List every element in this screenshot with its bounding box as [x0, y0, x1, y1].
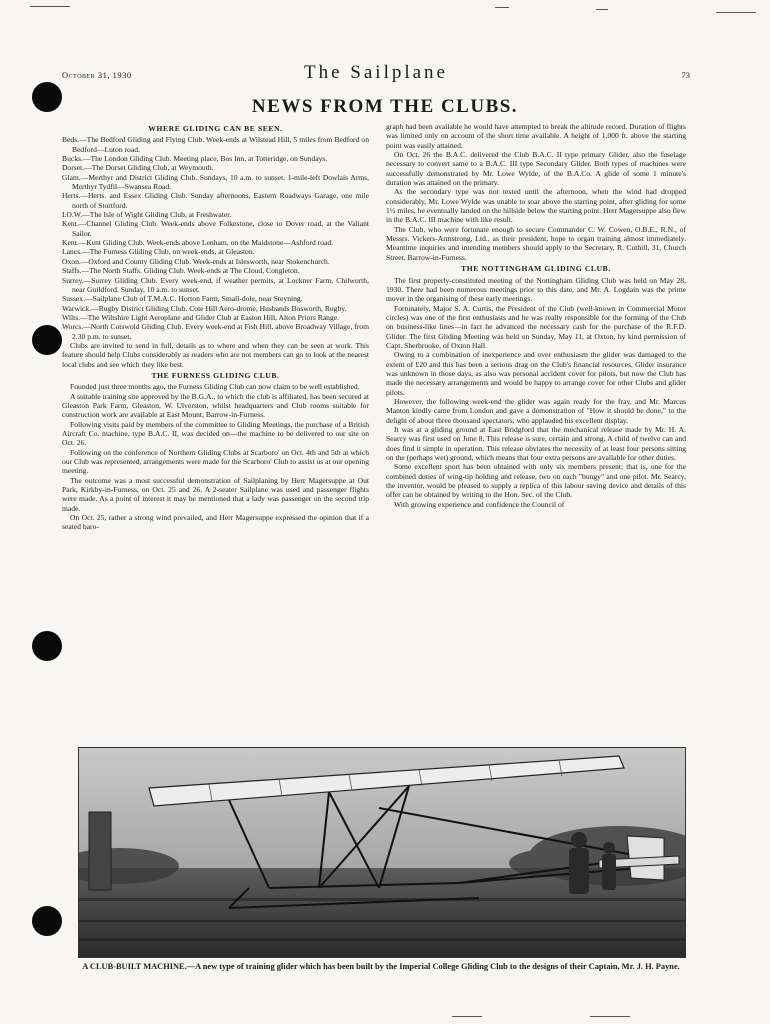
article-paragraph: Following on the conference of Northern Gliding Clubs at Scarboro' on Oct. 4th and 5th at which our Club was represented, arrangements were made for the Scarboro' Club to assist us at our opening meeting. — [62, 447, 369, 476]
right-column — [386, 122, 686, 736]
directory-entry: Surrey.—Surrey Gliding Club. Every week-end, if weather permits, at Lockner Farm, Chilworth, near Guildford. Sunday, 10 a.m. to sunset. — [62, 275, 369, 294]
scan-mark — [452, 1016, 482, 1017]
directory-entry: Lancs.—The Furness Gliding Club, on week-ends, at Gleaston. — [62, 247, 255, 257]
section-heading-furness: THE FURNESS GLIDING CLUB. — [151, 370, 280, 380]
scan-mark — [596, 9, 608, 10]
article-paragraph: It was at a gliding ground at East Bridgford that the mechanical release made by Mr. H. A. Searcy was first used on June 8. This release is sure, certain and strong. A child of twelve can and does find it simple in operation. This release obviates the necessity of at least four persons sitting on the (perhaps wet) ground, which means that four extra persons are available for other duties. — [386, 425, 686, 463]
punch-hole — [32, 325, 62, 355]
scan-mark — [30, 6, 70, 7]
directory-entry: Sussex.—Sailplane Club of T.M.A.C. Horton Farm, Small-dole, near Steyning. — [62, 294, 303, 304]
left-column — [62, 122, 369, 736]
punch-hole — [32, 631, 62, 661]
issue-date: October 31, 1930 — [62, 70, 132, 80]
directory-entry: Staffs.—The North Staffs. Gliding Club. Week-ends at The Cloud, Congleton. — [62, 266, 300, 276]
section-heading-nottingham: THE NOTTINGHAM GLIDING CLUB. — [461, 264, 611, 274]
masthead: The Sailplane — [304, 62, 448, 83]
directory-entry: Glam.—Merthyr and District Gliding Club. Sundays, 10 a.m. to sunset. 1-mile-left Dowlais Arms, Merthyr Tydfil—Swansea Road. — [62, 172, 369, 192]
glider-photograph — [78, 747, 686, 958]
directory-entry: Herts.—Herts. and Essex Gliding Club. Sunday afternoons, Eastern Roadways Garage, one mile north of Stortford. — [62, 191, 369, 210]
scan-mark — [590, 1016, 630, 1017]
punch-hole — [32, 906, 62, 936]
article-paragraph: On Oct. 26 the B.A.C. delivered the Club B.A.C. II type primary Glider, also the fuselage necessary to convert same to a B.A.C. III type Secondary Glider. Both types of machines were successfully demonstrated by Mr. Lowe Wylde, of the B.A.Co. A glide of some 1 minute's duration was attained on the primary. — [386, 150, 686, 188]
glider-photo-image — [79, 748, 685, 957]
article-paragraph: Some excellent sport has been obtained with only six members present; that is, one for the combined duties of wing-tip holding and release, two on each "bungy" and one pilot. Mr. Searcy, the inventor, would be pleased to supply a replica of this labour saving device and details of this offer can be obtained by writing to the Hon. Sec. of the Club. — [386, 462, 686, 500]
directory-entry: Dorset.—The Dorset Gliding Club, at Weymouth. — [62, 163, 214, 173]
furness-article-continued — [386, 122, 686, 262]
article-paragraph: The first properly-constituted meeting of the Nottingham Gliding Club was held on May 28, 1930. There had been numerous meetings prior to this date, and Mr. A. Logdain was the prime mover in the organising of these early meetings. — [386, 275, 686, 304]
furness-article — [62, 382, 369, 532]
directory-entry: Bucks.—The London Gliding Club. Meeting place, Bos Inn, at Totteridge, on Sundays. — [62, 154, 328, 164]
running-header — [62, 62, 690, 84]
article-paragraph: A suitable training site approved by the B.G.A., to which the club is affiliated, has been secured at Gleaston Park Farm, Gleaston, W. Ulverston, whilst headquarters and Club rooms suitable for construction work are available at East Mount, Barrow-in-Furness. — [62, 391, 369, 420]
nottingham-article — [386, 276, 686, 510]
article-paragraph: On Oct. 25, rather a strong wind prevailed, and Herr Magersuppe expressed the opinion that if a seated baro- — [62, 513, 369, 532]
directory-entry: Wilts.—The Wiltshire Light Aeroplane and Glider Club at Easton Hill, Alton Priors Range. — [62, 312, 340, 322]
article-paragraph: As the secondary type was not tested until the afternoon, when the wind had dropped considerably, Mr. Lowe Wylde was unable to soar above the starting point, after gliding for some 1½ miles, he eventually landed on the hillside below the starting point. Herr Magersuppe also flew in the B.A.C. III machine with like result. — [386, 187, 686, 225]
directory-entry: I.O.W.—The Isle of Wight Gliding Club, at Freshwater. — [62, 210, 232, 220]
directory-entry: Worcs.—North Cotswold Gliding Club. Every week-end at Fish Hill, above Broadway Village, from 2.30 p.m. to sunset. — [62, 322, 369, 341]
article-paragraph: graph had been available he would have attempted to break the altitude record. Duration of flights was limited only on account of the short time available. A height of 1,000 ft. above the starting point was easily attained. — [386, 122, 686, 150]
article-paragraph: Following visits paid by members of the committee to Gliding Meetings, the purchase of a British Aircraft Co. machine, type B.A.C. II, was decided on—the machine to be delivered to our site on Oct. 26. — [62, 419, 369, 448]
scan-mark — [495, 7, 509, 8]
scan-mark — [716, 12, 756, 13]
directory-note: Clubs are invited to send in full, details as to where and when they can be seen at work. This feature should help Clubs considerably as readers who are not members can go to look at the nearest local clubs and see which they like best. — [62, 340, 369, 369]
article-paragraph: The Club, who were fortunate enough to secure Commander C. W. Cowen, O.B.E., R.N., of Messrs. Vickers-Armstrong, Ltd., as their president, hope to organ training almost immediately. Meantime inquiries and intending members should apply to the Secretary, R. Cuthill, 31, Church Street, Barrow-in-Furness. — [386, 224, 686, 262]
directory-entry: Warwick.—Rugby District Gliding Club. Cote Hill Aero-drome, Husbands Bosworth, Rugby. — [62, 303, 347, 313]
article-paragraph: With growing experience and confidence the Council of — [394, 499, 565, 509]
article-paragraph: Owing to a combination of inexperience and over enthusiasm the glider was damaged to the extent of £20 and this has been a serious drag on the Club's financial resources. Glider insurance was unknown in those days, as also was personal accident cover for pilots, but now the Club has made the necessary arrangements and would be happy to arrange cover for other Clubs and glider pilots. — [386, 350, 686, 397]
punch-hole — [32, 82, 62, 112]
directory-entry: Kent.—Channel Gliding Club. Week-ends above Folkestone, close to Dover road, at the Valiant Sailor. — [62, 219, 369, 238]
section-heading-where: WHERE GLIDING CAN BE SEEN. — [148, 124, 283, 133]
article-paragraph: The outcome was a most successful demonstration of Sailplaning by Herr Magersuppe at Out Park, Kirkby-in-Furness, on Oct. 25 and 26. A 2-seater Sailplane was used and passenger flights were made. As a point of interest it may be mentioned that a lady was passenger on the second trip made. — [62, 475, 369, 513]
article-paragraph: Founded just three months ago, the Furness Gliding Club can now claim to be well established. — [70, 382, 360, 392]
club-directory — [62, 135, 369, 341]
directory-entry: Kent.—Kent Gliding Club. Week-ends above Lenham, on the Maidstone—Ashford road. — [62, 238, 334, 248]
article-paragraph: However, the following week-end the glider was again ready for the fray, and Mr. Marcus Manton kindly came from London and gave a demonstration of "How it should be done," to the delight of about three thousand spectators, who applauded his excellent display. — [386, 396, 686, 425]
page-number: 73 — [681, 70, 690, 80]
article-headline: NEWS FROM THE CLUBS. — [251, 96, 519, 117]
directory-entry: Oxon.—Oxford and County Gliding Club. Week-ends at Islesworth, near Stokenchurch. — [62, 256, 330, 266]
article-paragraph: Fortunately, Major S. A. Curtis, the President of the Club (well-known in Commercial Motor circles) was one of the first enthusiasts and he was really responsible for the forming of the Club on business-like lines—in fact he advanced the necessary cash for the purchase of the R.F.D. Glider. The first Gliding Meeting was held on Sunday, May 11, at Oxton, by kind permission of Capt. Sherbrooke, of Oxton Hall. — [386, 303, 686, 350]
directory-entry: Beds.—The Bedford Gliding and Flying Club. Week-ends at Wilstead Hill, 5 miles from Bedford on Bedford—Luton road. — [62, 135, 369, 154]
photo-caption: A CLUB-BUILT MACHINE.—A new type of training glider which has been built by the Imperial College Gliding Club to the designs of their Captain, Mr. J. H. Payne. — [82, 962, 680, 971]
